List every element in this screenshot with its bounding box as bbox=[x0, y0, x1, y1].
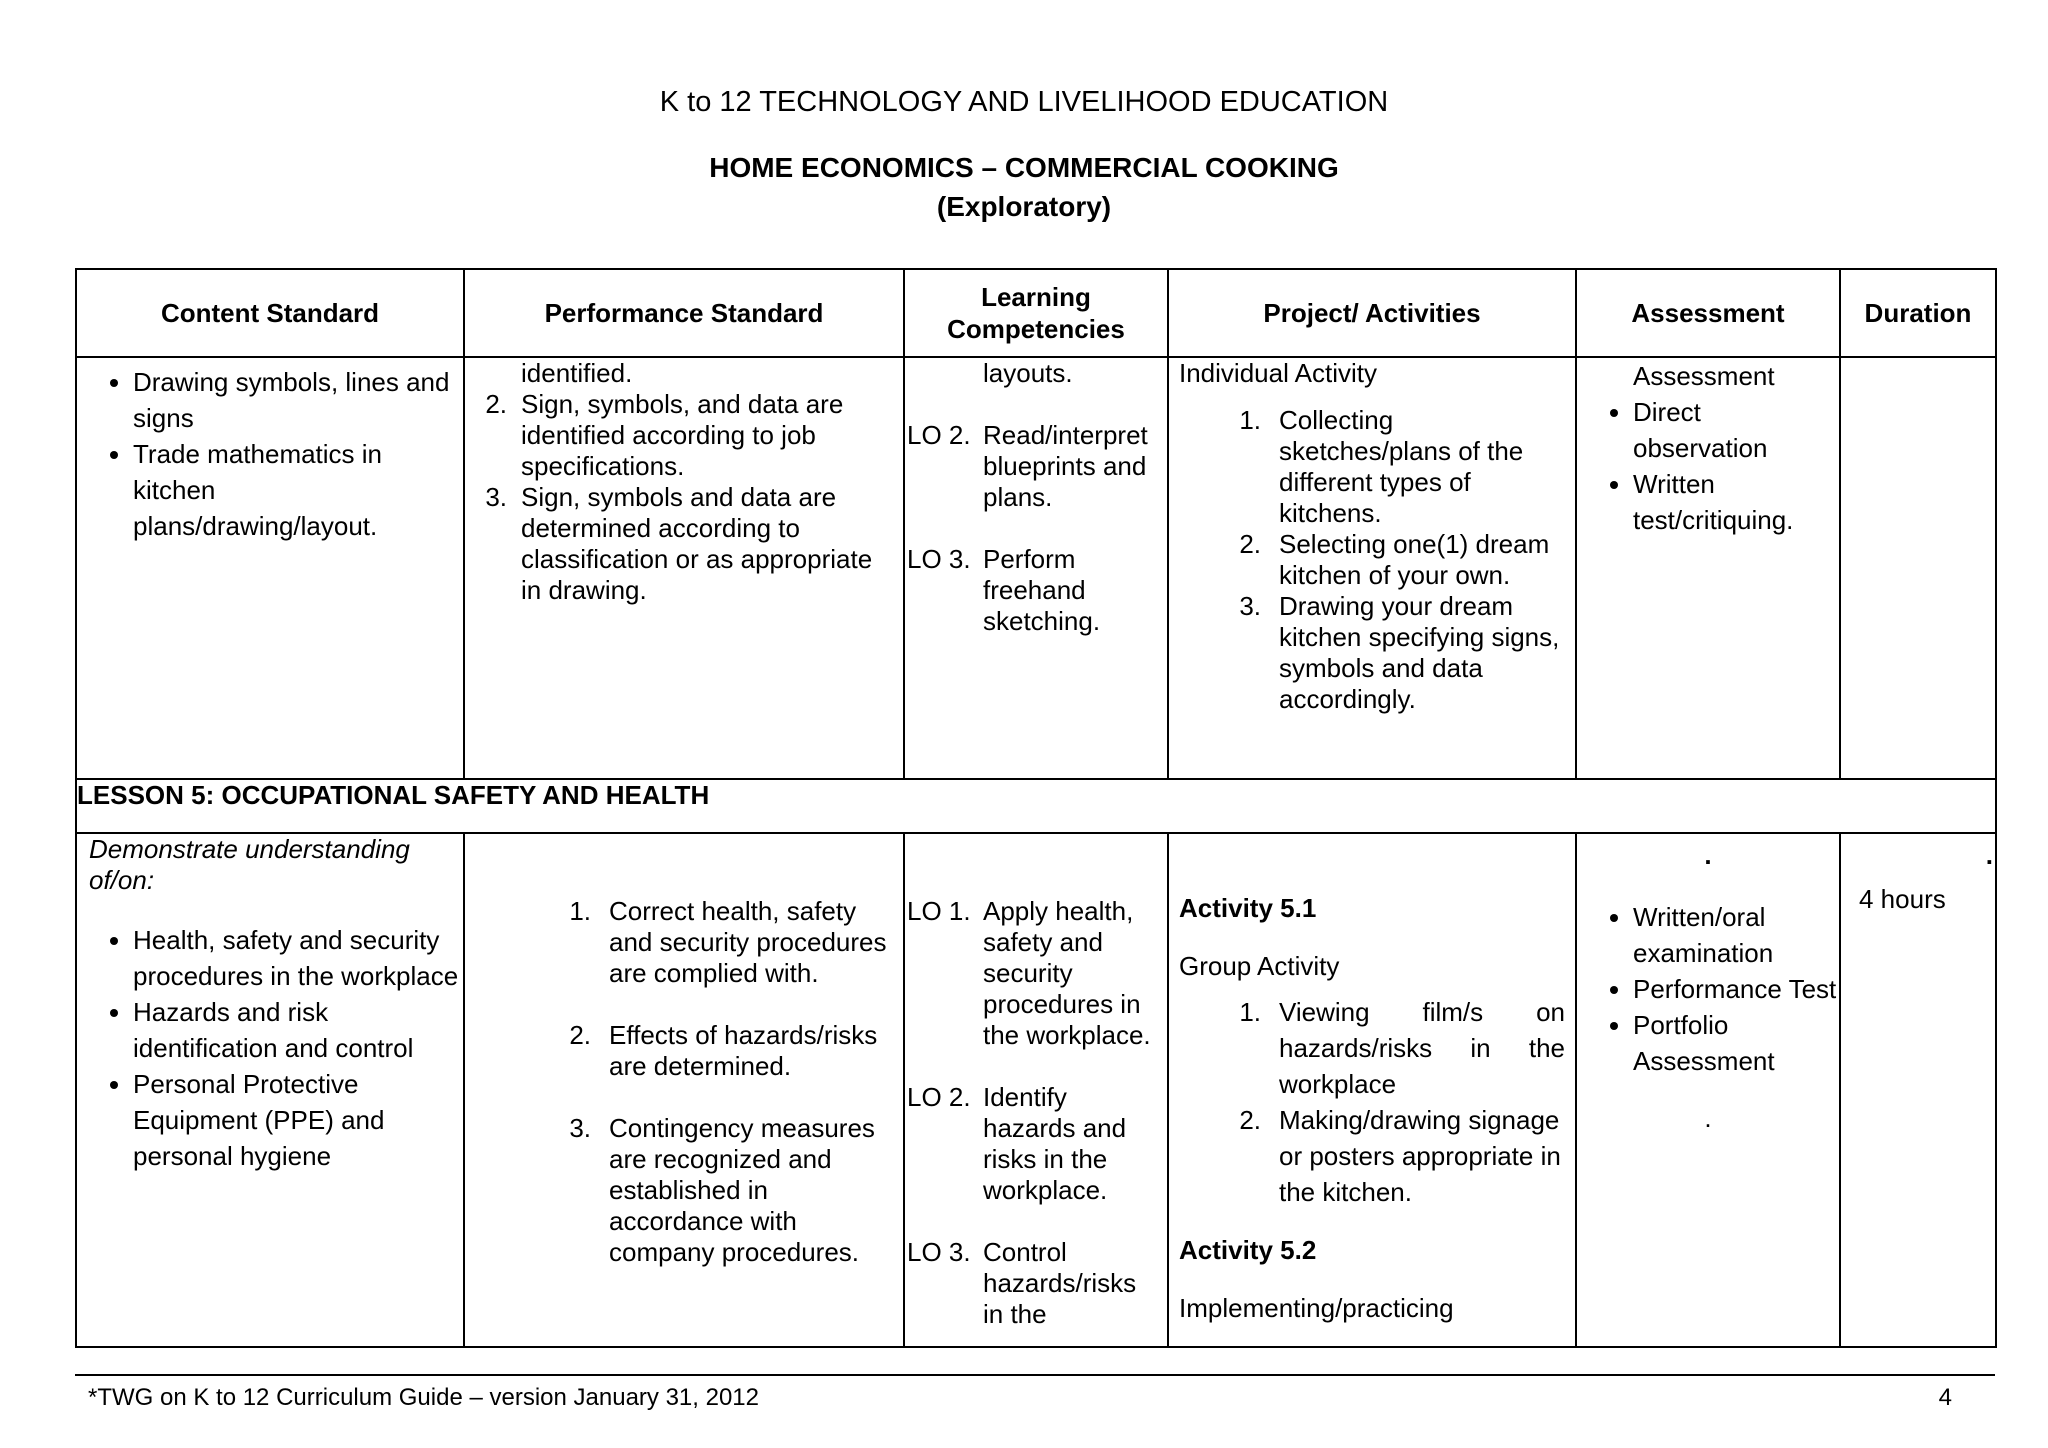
list-item: • Trade mathematics in kitchen plans/drawing/layout. bbox=[133, 436, 463, 544]
item-number: 1. bbox=[1239, 405, 1261, 435]
item-number: LO 3. bbox=[907, 1237, 971, 1267]
activity-title: Activity 5.2 bbox=[1179, 1235, 1317, 1265]
performance-standard-cell bbox=[464, 357, 904, 779]
lesson-title: LESSON 5: OCCUPATIONAL SAFETY AND HEALTH bbox=[76, 779, 1996, 833]
table-row bbox=[76, 833, 1996, 1347]
document-subtitle-note: (Exploratory) bbox=[936, 191, 1112, 222]
item-number: 2. bbox=[1239, 1105, 1261, 1135]
lesson-row bbox=[76, 779, 1996, 833]
list-item: Contingency measures are recognized and established in accordance with company procedures. bbox=[609, 1113, 875, 1267]
list-item: Sign, symbols and data are determined according to classification or as appropriate in drawing. bbox=[521, 482, 873, 605]
document-subtitle: HOME ECONOMICS – COMMERCIAL COOKING bbox=[709, 152, 1339, 183]
item-number: LO 2. bbox=[907, 420, 971, 450]
list-item: Correct health, safety and security procedures are complied with. bbox=[609, 896, 887, 988]
content-standard-cell bbox=[76, 357, 464, 779]
list-item: Sign, symbols, and data are identified according to job specifications. bbox=[521, 389, 844, 481]
item-number: 2. bbox=[569, 1020, 591, 1050]
col-header-project-activities: Project/ Activities bbox=[1168, 269, 1576, 357]
assessment-cell bbox=[1576, 833, 1840, 1347]
project-activities-cell bbox=[1168, 357, 1576, 779]
list-item: Selecting one(1) dream kitchen of your own. bbox=[1279, 529, 1550, 590]
list-item: Perform freehand sketching. bbox=[983, 544, 1101, 636]
list-item: Collecting sketches/plans of the different types of kitchens. bbox=[1279, 405, 1524, 528]
item-number: 1. bbox=[1239, 997, 1261, 1027]
list-item: identified. bbox=[521, 358, 633, 388]
col-header-content-standard: Content Standard bbox=[76, 269, 464, 357]
assessment-cell bbox=[1576, 357, 1840, 779]
page-number: 4 bbox=[1938, 1384, 1952, 1411]
list-item: Control hazards/risks in the bbox=[983, 1237, 1137, 1329]
list-item: • Drawing symbols, lines and signs bbox=[133, 364, 463, 436]
item-number: 2. bbox=[1239, 529, 1261, 559]
list-item: • Written test/critiquing. bbox=[1633, 466, 1839, 538]
document-title: K to 12 TECHNOLOGY AND LIVELIHOOD EDUCATION bbox=[659, 86, 1389, 118]
item-number: LO 3. bbox=[907, 544, 971, 574]
content-intro: Demonstrate understanding of/on: bbox=[89, 834, 410, 895]
learning-competencies-cell bbox=[904, 833, 1168, 1347]
list-item: Drawing your dream kitchen specifying signs, symbols and data accordingly. bbox=[1279, 591, 1560, 714]
list-item: • Performance Test bbox=[1633, 971, 1839, 1007]
col-header-performance-standard: Performance Standard bbox=[464, 269, 904, 357]
activity-subtitle: Implementing/practicing bbox=[1179, 1293, 1454, 1323]
duration-cell bbox=[1840, 357, 1996, 779]
item-number: 1. bbox=[569, 896, 591, 926]
header-row bbox=[76, 269, 1996, 357]
duration-dot: . bbox=[1985, 840, 1993, 870]
list-item: layouts. bbox=[983, 358, 1073, 388]
item-number: LO 2. bbox=[907, 1082, 971, 1112]
col-header-learning-competencies: Learning Competencies bbox=[904, 269, 1168, 357]
col-header-duration: Duration bbox=[1840, 269, 1996, 357]
list-item: Effects of hazards/risks are determined. bbox=[609, 1020, 878, 1081]
list-item: Assessment bbox=[1633, 361, 1775, 391]
list-item: • Personal Protective Equipment (PPE) and personal hygiene bbox=[133, 1066, 463, 1174]
list-item: Viewing film/s on hazards/risks in the workplace bbox=[1279, 997, 1565, 1099]
list-item: • Written/oral examination bbox=[1633, 899, 1839, 971]
learning-competencies-cell bbox=[904, 357, 1168, 779]
list-item: • Portfolio Assessment bbox=[1633, 1007, 1839, 1079]
item-number: 3. bbox=[1239, 591, 1261, 621]
project-activities-cell bbox=[1168, 833, 1576, 1347]
list-item: Read/interpret blueprints and plans. bbox=[983, 420, 1148, 512]
activity-title: Activity 5.1 bbox=[1179, 893, 1317, 923]
list-item: • Health, safety and security procedures in the workplace bbox=[133, 922, 463, 994]
col-header-assessment: Assessment bbox=[1576, 269, 1840, 357]
list-item: • Hazards and risk identification and control bbox=[133, 994, 463, 1066]
item-number: 3. bbox=[569, 1113, 591, 1143]
footer-text: *TWG on K to 12 Curriculum Guide – version January 31, 2012 bbox=[88, 1384, 759, 1411]
footer-divider bbox=[75, 1374, 1995, 1376]
curriculum-table bbox=[75, 268, 1997, 1348]
performance-standard-cell bbox=[464, 833, 904, 1347]
content-standard-cell bbox=[76, 833, 464, 1347]
list-item: Apply health, safety and security procedures in the workplace. bbox=[983, 896, 1151, 1050]
activity-subtitle: Group Activity bbox=[1179, 951, 1340, 981]
item-number: 2. bbox=[485, 389, 507, 419]
item-number: 3. bbox=[485, 482, 507, 512]
list-item: Making/drawing signage or posters appropriate in the kitchen. bbox=[1279, 1105, 1561, 1207]
activity-heading: Individual Activity bbox=[1179, 358, 1377, 388]
item-number: LO 1. bbox=[907, 896, 971, 926]
list-item: • Direct observation bbox=[1633, 394, 1839, 466]
duration-value: 4 hours bbox=[1859, 884, 1946, 914]
list-item: . bbox=[1704, 840, 1712, 870]
duration-cell bbox=[1840, 833, 1996, 1347]
list-item: Identify hazards and risks in the workplace. bbox=[983, 1082, 1127, 1205]
table-row bbox=[76, 357, 1996, 779]
list-item: . bbox=[1704, 1103, 1712, 1133]
